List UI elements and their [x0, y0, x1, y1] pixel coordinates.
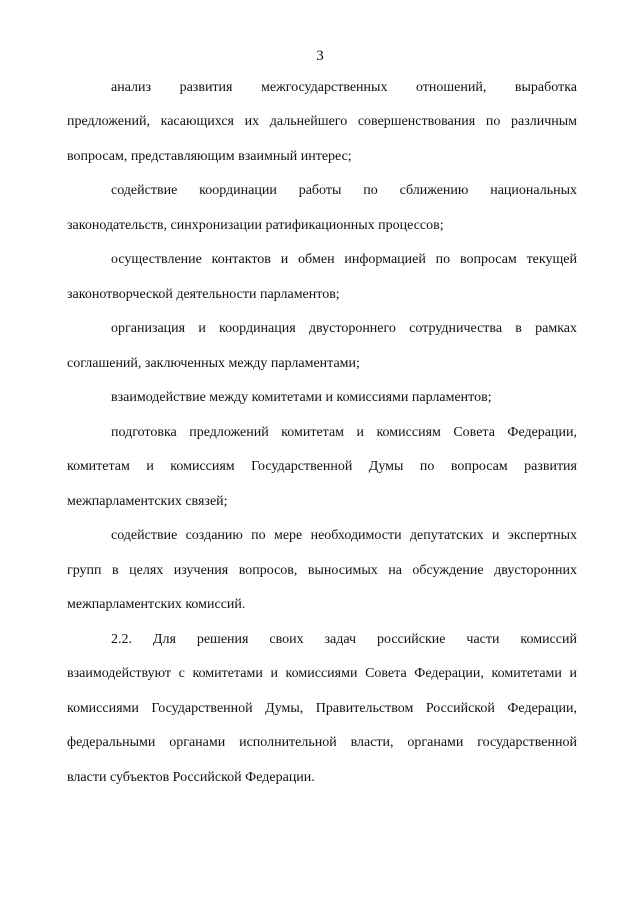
text-line: комиссиями Государственной Думы, Правительством Российской Федерации,	[67, 701, 577, 716]
text-line: федеральными органами исполнительной власти, органами государственной	[67, 735, 577, 750]
text-line: предложений, касающихся их дальнейшего совершенствования по различным	[67, 114, 577, 129]
text-line: соглашений, заключенных между парламентами;	[67, 356, 360, 371]
text-line: межпарламентских комиссий.	[67, 597, 246, 612]
text-line: групп в целях изучения вопросов, выносимых на обсуждение двусторонних	[67, 563, 577, 578]
text-line: законодательств, синхронизации ратификационных процессов;	[67, 218, 444, 233]
text-line: 2.2. Для решения своих задач российские части комиссий	[111, 632, 577, 647]
text-line: организация и координация двустороннего сотрудничества в рамках	[111, 321, 577, 336]
text-line: вопросам, представляющим взаимный интерес;	[67, 149, 352, 164]
text-line: анализ развития межгосударственных отношений, выработка	[111, 80, 577, 95]
text-line: законотворческой деятельности парламентов;	[67, 287, 340, 302]
text-line: взаимодействуют с комитетами и комиссиями Совета Федерации, комитетами и	[67, 666, 577, 681]
text-line: осуществление контактов и обмен информацией по вопросам текущей	[111, 252, 577, 267]
text-line: подготовка предложений комитетам и комиссиям Совета Федерации,	[111, 425, 577, 440]
text-line: комитетам и комиссиям Государственной Думы по вопросам развития	[67, 459, 577, 474]
text-line: власти субъектов Российской Федерации.	[67, 770, 315, 785]
text-line: содействие координации работы по сближению национальных	[111, 183, 577, 198]
text-line: межпарламентских связей;	[67, 494, 228, 509]
text-line: взаимодействие между комитетами и комиссиями парламентов;	[111, 390, 492, 405]
page-number: 3	[316, 48, 324, 64]
text-line: содействие созданию по мере необходимости депутатских и экспертных	[111, 528, 577, 543]
